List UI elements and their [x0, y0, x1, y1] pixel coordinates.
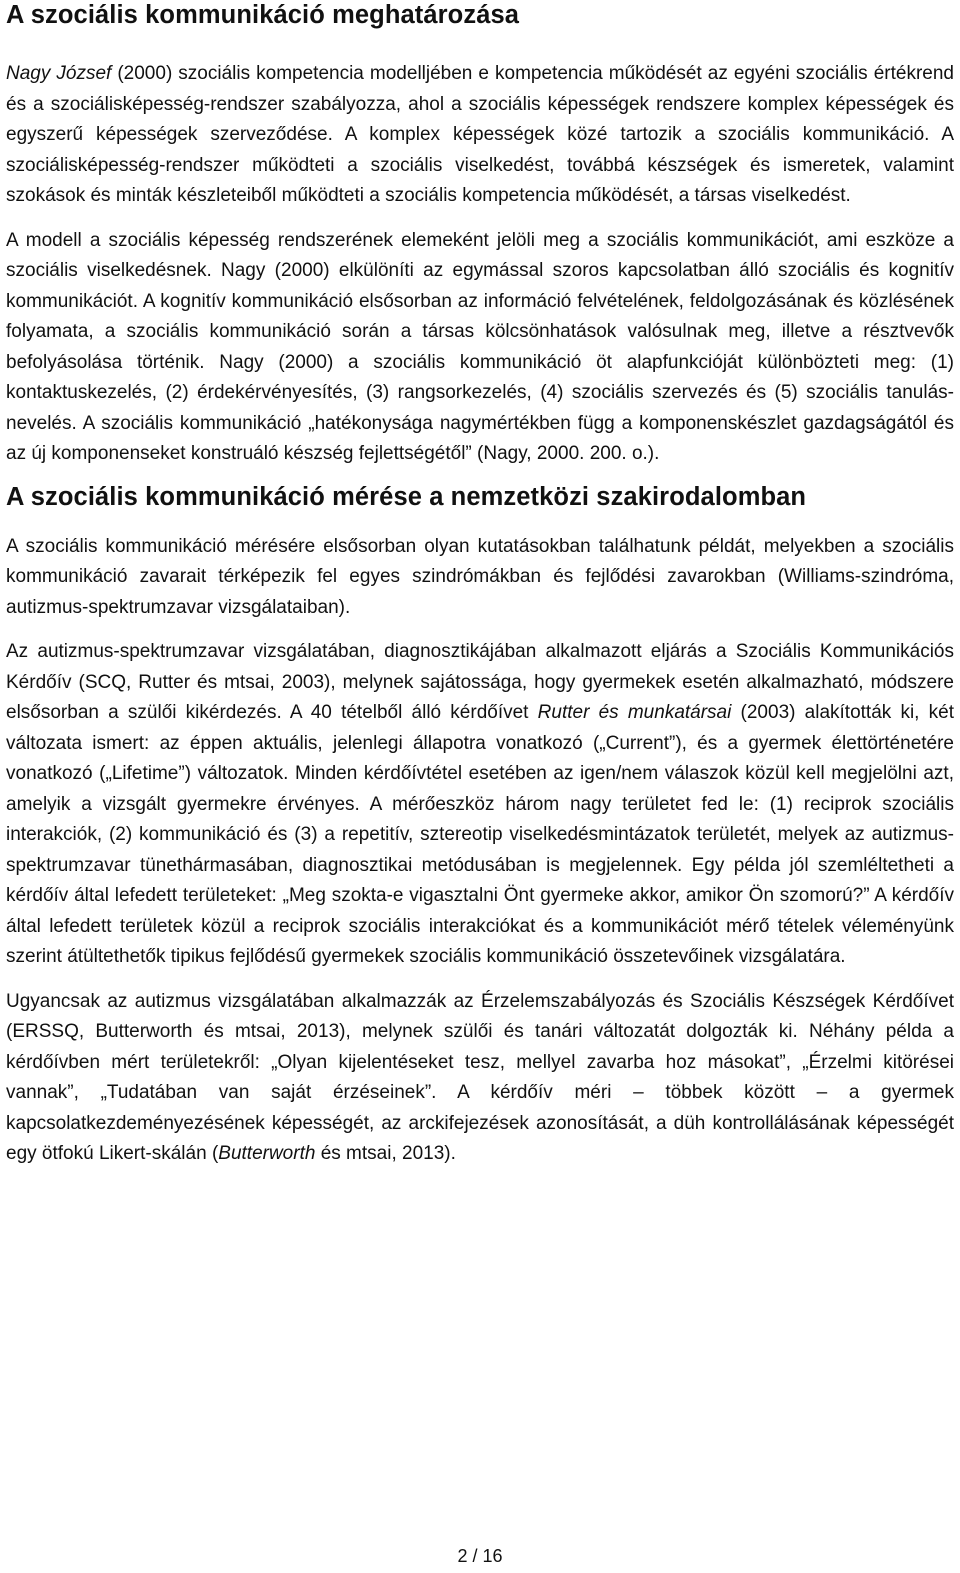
- paragraph-text: és mtsai, 2013).: [315, 1143, 456, 1164]
- section-heading-definition: A szociális kommunikáció meghatározása: [6, 1, 520, 29]
- author-name: Butterworth: [218, 1143, 316, 1164]
- paragraph-scq: [6, 637, 954, 973]
- section-heading-measurement: A szociális kommunikáció mérése a nemzetközi szakirodalomban: [6, 482, 807, 511]
- author-name: Nagy József: [6, 63, 112, 84]
- paragraph-measurement-intro: A szociális kommunikáció mérésére elsősorban olyan kutatásokban találhatunk példát, melyekben a szociális kommunikáció zavarait térképezik fel egyes szindrómákban és fejlődési zavarokban (Williams-szindróma, autizmus-spektrumzavar vizsgálataiban).: [6, 535, 954, 618]
- paragraph-text: (2003) alakították ki, két változata ismert: az éppen aktuális, jelenlegi állapotra vonatkozó („Current”), és a gyermek élettörténetére vonatkozó („Lifetime”) változatok. Minden kérdőívtétel esetében az igen/nem válaszok közül kell megjelölni azt, amelyik a vizsgált gyermekre érvényes. A mérőeszköz három nagy területet fed le: (1) reciprok szociális interakciók, (2) kommunikáció és (3) a repetitív, sztereotip viselkedésmintázatok területét, melyek az autizmus-spektrumzavar tünethármasában, diagnosztikai metódusában is megjelennek. Egy példa jól szemléltetheti a kérdőív által lefedett területeket: „Meg szokta-e vigasztalni Önt gyermeke akkor, amikor Ön szomorú?” A kérdőív által lefedett területek közül a reciprok szociális interakciókat és a kommunikációt mérő tételek véleményünk szerint átültethetők tipikus fejlődésű gyermekek szociális kommunikáció összetevőinek vizsgálatára.: [6, 702, 954, 967]
- page-number: 2 / 16: [457, 1546, 503, 1566]
- page-footer: [0, 1545, 960, 1567]
- author-name: Rutter és munkatársai: [537, 702, 732, 723]
- paragraph-text: (2000) szociális kompetencia modelljében e kompetencia működését az egyéni szociális értékrend és a szociálisképesség-rendszer szabályozza, ahol a szociális képességek rendszere komplex képességek és egyszerű képességek szerveződése. A komplex képességek közé tartozik a szociális kommunikáció. A szociálisképesség-rendszer működteti a szociális viselkedést, továbbá készségek és ismeretek, valamint szokások és minták készleteiből működteti a szociális kompetencia működését, a társas viselkedést.: [6, 63, 954, 206]
- paragraph-nagy-model: [6, 59, 954, 212]
- paragraph-text: Az autizmus-spektrumzavar vizsgálatában, diagnosztikájában alkalmazott eljárás a Szociális Kommunikációs Kérdőív (SCQ, Rutter és mtsai, 2003), melynek sajátossága, hogy gyermekek esetén alkalmazható, módszere elsősorban a szülői kikérdezés. A 40 tételből álló kérdőívet: [6, 641, 954, 723]
- page-content: [6, 0, 954, 1170]
- paragraph-text: Ugyancsak az autizmus vizsgálatában alkalmazzák az Érzelemszabályozás és Szociális Készségek Kérdőívet (ERSSQ, Butterworth és mtsai, 2013), melynek szülői és tanári változatát dolgozták ki. Néhány példa a kérdőívben mért területekről: „Olyan kijelentéseket tesz, mellyel zavarba hoz másokat”, „Érzelmi kitörései vannak”, „Tudatában van saját érzéseinek”. A kérdőív méri – többek között – a gyermek kapcsolatkezdeményezésének képességét, az arckifejezések azonosítását, a düh kontrollálásának képességét egy ötfokú Likert-skálán (: [6, 990, 954, 1164]
- paragraph-erssq: [6, 987, 954, 1170]
- paragraph-social-communication-model: A modell a szociális képesség rendszerének elemeként jelöli meg a szociális kommunikációt, ami eszköze a szociális viselkedésnek. Nagy (2000) elkülöníti az egymással szoros kapcsolatban álló szociális és kognitív kommunikációt. A kognitív kommunikáció elsősorban az információ felvételének, feldolgozásának és közlésének folyamata, a szociális kommunikáció során a társas kölcsönhatások valósulnak meg, illetve a résztvevők befolyásolása történik. Nagy (2000) a szociális kommunikáció öt alapfunkcióját különbözteti meg: (1) kontaktuskezelés, (2) érdekérvényesítés, (3) rangsorkezelés, (4) szociális szervezés és (5) szociális tanulás-nevelés. A szociális kommunikáció „hatékonysága nagymértékben függ a komponenskészlet gazdagságától és az új komponenseket konstruáló készség fejlettségétől” (Nagy, 2000. 200. o.).: [6, 229, 954, 464]
